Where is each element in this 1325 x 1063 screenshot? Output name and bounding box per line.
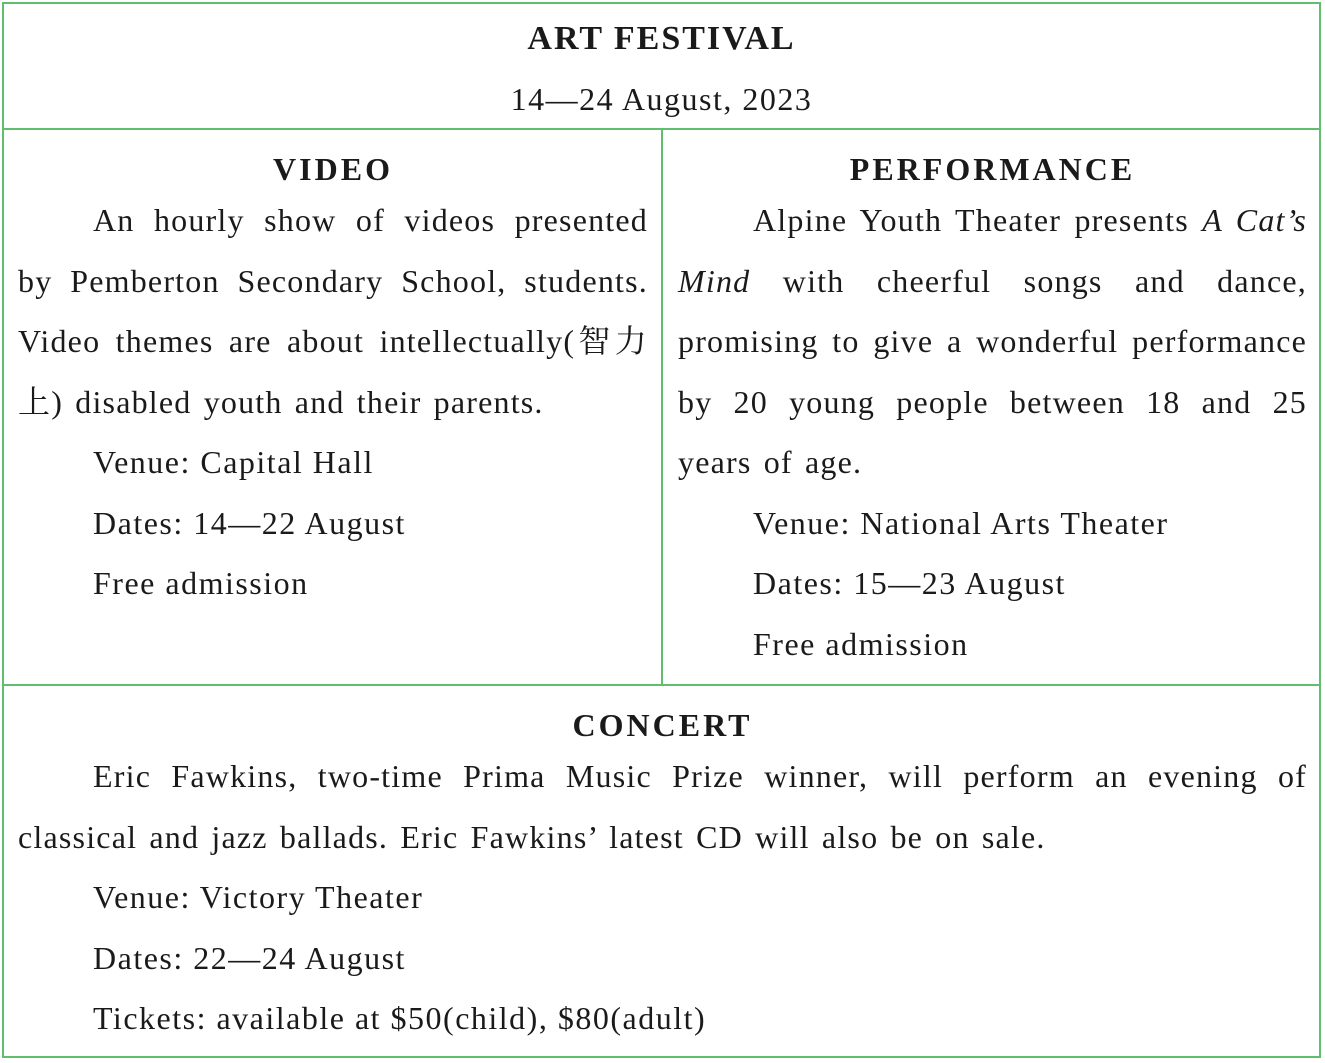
performance-section — [663, 130, 1319, 684]
performance-description — [678, 190, 1307, 493]
festival-dates: 14—24 August, 2023 — [510, 81, 813, 117]
concert-description: Eric Fawkins, two-time Prima Music Prize winner, will perform an evening of classical and jazz ballads. Eric Fawkins’ latest CD will also be on sale. — [18, 758, 1307, 855]
video-description: An hourly show of videos presented by Pemberton Secondary School, students. Video themes are about intellectually(智力上) disabled youth and their parents. — [18, 202, 648, 420]
performance-show-title: A Cat’s Mind — [678, 202, 1307, 299]
video-venue: Venue: Capital Hall — [93, 444, 374, 480]
performance-venue: Venue: National Arts Theater — [753, 504, 1169, 541]
video-heading: VIDEO — [273, 151, 393, 187]
concert-tickets: Tickets: available at $50(child), $80(adult) — [93, 1000, 707, 1036]
events-row — [4, 130, 1319, 686]
performance-heading: PERFORMANCE — [849, 151, 1136, 187]
header-row — [4, 4, 1319, 130]
video-admission: Free admission — [93, 565, 309, 601]
concert-venue: Venue: Victory Theater — [93, 879, 424, 915]
performance-admission: Free admission — [753, 625, 969, 662]
performance-description-after: with cheerful songs and dance, promising to give a wonderful performance by 20 young people between 18 and 25 years of age. — [678, 262, 1307, 480]
concert-section — [4, 686, 1319, 1056]
performance-dates: Dates: 15—23 August — [753, 565, 1066, 601]
performance-description-before: Alpine Youth Theater presents — [753, 202, 1203, 238]
festival-table — [2, 2, 1321, 1058]
video-dates: Dates: 14—22 August — [93, 504, 406, 541]
festival-title: ART FESTIVAL — [527, 20, 796, 57]
concert-dates: Dates: 22—24 August — [93, 939, 406, 976]
concert-heading: CONCERT — [572, 707, 753, 743]
video-section — [4, 130, 663, 684]
